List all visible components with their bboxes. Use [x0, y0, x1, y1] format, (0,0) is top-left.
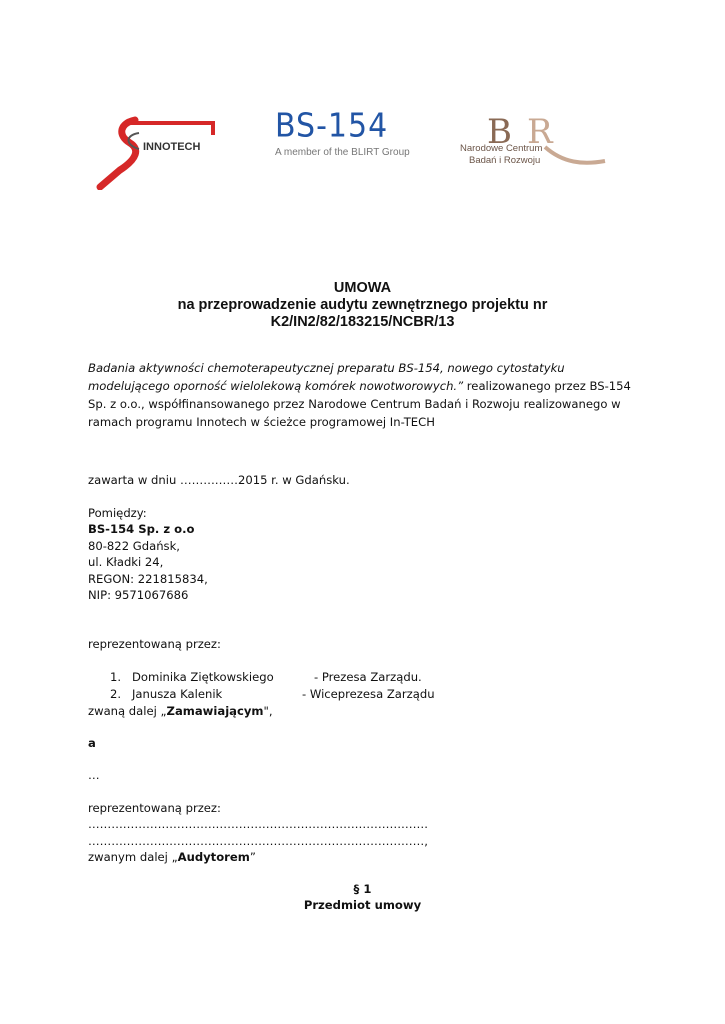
rep-1-name: Dominika Ziętkowskiego — [132, 670, 274, 684]
designation2-suffix: ” — [249, 850, 256, 864]
document-title: UMOWA — [333, 280, 392, 296]
rep-2-name: Janusza Kalenik — [132, 687, 223, 701]
ncbr-line1: Narodowe Centrum — [460, 143, 543, 154]
bs154-logo — [275, 106, 420, 169]
rep-2-number: 2. — [110, 687, 122, 701]
party1-regon: REGON: 221815834, — [88, 572, 208, 586]
intro-rest: realizowanego przez BS-154 Sp. z o.o., współfinansowanego przez Narodowe Centrum Badań i Rozwoju realizowanego w ramach programu Innotech w ścieżce programowej In-TECH — [88, 379, 631, 429]
party1-name: BS-154 Sp. z o.o — [88, 522, 195, 536]
project-number: K2/IN2/82/183215/NCBR/13 — [270, 314, 455, 330]
designation-auditor: Audytorem — [177, 850, 250, 864]
bs154-tagline: A member of the BLIRT Group — [275, 147, 410, 158]
designation-suffix: ", — [263, 704, 273, 718]
project-title: Badania aktywności chemoterapeutycznej preparatu BS-154, nowego cytostatyku modelującego oporność wielolekową komórek nowotworowych.” — [88, 361, 565, 393]
section-title: Przedmiot umowy — [303, 898, 422, 912]
party1-nip: NIP: 9571067686 — [88, 588, 189, 602]
party1-address-postal: 80-822 Gdańsk, — [88, 539, 180, 553]
ncbr-line2: Badań i Rozwoju — [469, 155, 541, 166]
rep-1-role: - Prezesa Zarządu. — [314, 670, 422, 684]
document-subtitle: na przeprowadzenie audytu zewnętrznego projektu nr — [177, 297, 548, 313]
and-connector: a — [88, 736, 96, 750]
designation-ordering-party: Zamawiającym — [166, 704, 264, 718]
party1-designation — [88, 702, 648, 720]
rep-1-number: 1. — [110, 670, 122, 684]
innotech-logo — [95, 115, 220, 190]
between-label: Pomiędzy: — [88, 506, 147, 520]
represented-by-label-1: reprezentowaną przez: — [88, 637, 221, 651]
ncbr-logo — [455, 113, 615, 183]
logo-row — [0, 105, 725, 195]
designation-prefix: zwaną dalej „ — [88, 704, 167, 718]
intro-paragraph — [88, 359, 648, 431]
party1-address-street: ul. Kładki 24, — [88, 555, 164, 569]
represented-by-label-2: reprezentowaną przez: — [88, 801, 221, 815]
party2-designation — [88, 848, 648, 866]
svg-text:R: R — [527, 113, 553, 152]
contract-date-line: zawarta w dniu ……………2015 r. w Gdańsku. — [88, 473, 350, 487]
bs154-wordmark: BS-154 — [275, 106, 389, 146]
designation2-prefix: zwanym dalej „ — [88, 850, 178, 864]
svg-text:B: B — [487, 113, 512, 152]
rep-placeholder-2: ……………………………………………………………………………, — [88, 834, 428, 848]
party2-placeholder: … — [88, 768, 100, 782]
rep-2-role: - Wiceprezesa Zarządu — [302, 687, 435, 701]
innotech-wordmark: INNOTECH — [143, 141, 201, 153]
section-number: § 1 — [353, 882, 372, 896]
rep-placeholder-1: ……………………………………………………………………………. — [88, 817, 428, 831]
